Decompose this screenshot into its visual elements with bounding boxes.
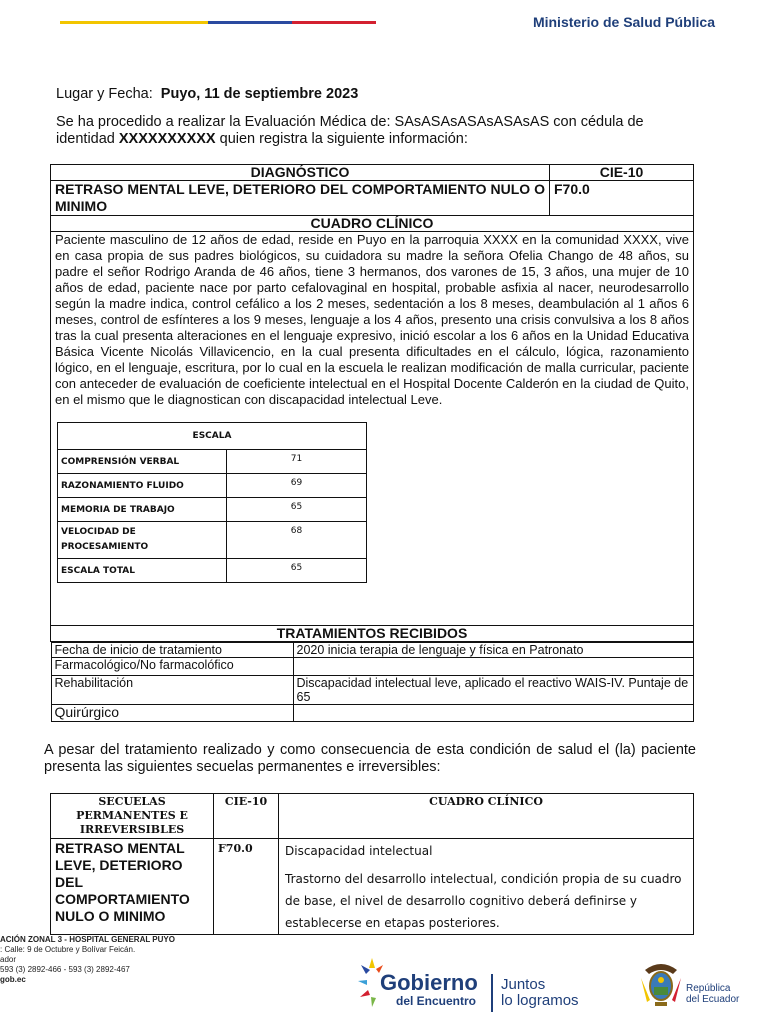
treatment-row: Rehabilitación Discapacidad intelectual leve, aplicado el reactivo WAIS-IV. Puntaje de 65 xyxy=(51,676,693,705)
scale-table xyxy=(57,422,367,583)
sequelae-intro: A pesar del tratamiento realizado y como consecuencia de esta condición de salud el (la) paciente presenta las siguientes secuelas permanentes e irreversibles: xyxy=(44,742,696,775)
intro-paragraph: Se ha procedido a realizar la Evaluación Médica de: SAsASAsASAsASAsAS con cédula de identidad XXXXXXXXXX quien registra la siguiente información: xyxy=(56,114,644,147)
footer-address: ACIÓN ZONAL 3 - HOSPITAL GENERAL PUYO : Calle: 9 de Octubre y Bolívar Feicán. ador 593 (3) 2892-466 - 593 (3) 2892-467 gob.ec xyxy=(0,935,175,984)
header-bar-blue xyxy=(208,21,292,24)
gobierno-subtitle: del Encuentro xyxy=(396,994,477,1008)
sequelae-clinical-title: Discapacidad intelectual xyxy=(285,844,433,858)
sequelae-clinical-header: CUADRO CLÍNICO xyxy=(279,794,694,839)
slogan: Juntos lo logramos xyxy=(501,976,579,1009)
scale-row: ESCALA TOTAL 65 xyxy=(58,559,367,583)
scale-row: COMPRENSIÓN VERBAL 71 xyxy=(58,450,367,474)
scale-title: ESCALA xyxy=(58,423,367,450)
treatments-table xyxy=(51,642,694,722)
diagnosis-table xyxy=(50,164,694,722)
scale-row: VELOCIDAD DE PROCESAMIENTO 68 xyxy=(58,522,367,559)
diagnosis-header: DIAGNÓSTICO xyxy=(51,165,550,181)
treatment-row: Farmacológico/No farmacolófico xyxy=(51,658,693,676)
logo-divider xyxy=(491,974,493,1012)
sequelae-table xyxy=(50,793,694,935)
sequelae-text: RETRASO MENTAL LEVE, DETERIORO DEL COMPORTAMIENTO NULO O MINIMO xyxy=(51,839,214,935)
cie-header: CIE-10 xyxy=(550,165,694,181)
treatment-row: Quirúrgico xyxy=(51,705,693,722)
header-bar-yellow xyxy=(60,21,208,24)
header-bar-red xyxy=(292,21,376,24)
diagnosis-cie-code: F70.0 xyxy=(550,181,694,216)
scale-row: MEMORIA DE TRABAJO 65 xyxy=(58,498,367,522)
sequelae-cie-header: CIE-10 xyxy=(214,794,279,839)
sequelae-cie-code: F70.0 xyxy=(214,839,279,935)
place-date: Lugar y Fecha: Puyo, 11 de septiembre 2023 xyxy=(56,86,359,102)
clinical-header: CUADRO CLÍNICO xyxy=(51,216,694,232)
treatments-header: TRATAMIENTOS RECIBIDOS xyxy=(51,626,694,642)
clinical-text: Paciente masculino de 12 años de edad, reside en Puyo en la parroquia XXXX en la comunidad XXXX, vive en casa propia de sus padres biológicos, su cuidadora su madre la señora Ofelia Chango de 48 años, su padre el señor Rodrigo Aranda de 46 años, tiene 3 hermanos, dos varones de 15, 3 años, una mujer de 10 años de edad, paciente nace por parto cefalovaginal en hospital, probable asfixia al nacer, neurodesarrollo según la madre indica, control cefálico a los 2 meses, sedentación a los 8 meses, deambulación al 1 años 6 meses, control de esfínteres a los 9 meses, lenguaje a los 4 años, presento una crisis convulsiva a los 8 años tras la cual presenta alteraciones en el lenguaje expresivo, inició escolar a los 6 años en la Unidad Educativa Básica Vicente Nicolás Villavicencio, en la cual presenta dificultades en el cálculo, lógica, razonamiento lógico, en el lenguaje, escritura, por lo cual en la escuela le realizan modificación de malla curricular, paciente con anteceder de evaluación de coeficiente intelectual en el Hospital Docente Calderón en la ciudad de Quito, en el mismo que le diagnostican con discapacidad intelectual Leve. xyxy=(55,232,689,407)
diagnosis-text: RETRASO MENTAL LEVE, DETERIORO DEL COMPORTAMIENTO NULO O MINIMO xyxy=(51,181,550,216)
gobierno-title: Gobierno xyxy=(380,970,478,995)
coat-of-arms-icon xyxy=(637,960,685,1010)
scale-row: RAZONAMIENTO FLUIDO 69 xyxy=(58,474,367,498)
ministry-title: Ministerio de Salud Pública xyxy=(532,14,715,30)
sequelae-header: SECUELAS PERMANENTES E IRREVERSIBLES xyxy=(51,794,214,839)
republic-label: República del Ecuador xyxy=(686,983,740,1005)
treatment-row: Fecha de inicio de tratamiento 2020 inicia terapia de lenguaje y física en Patronato xyxy=(51,643,693,658)
sequelae-clinical-text: Trastorno del desarrollo intelectual, condición propia de su cuadro de base, el nivel de desarrollo cognitivo deberá definirse y establecerse en etapas posteriores. xyxy=(285,872,682,930)
